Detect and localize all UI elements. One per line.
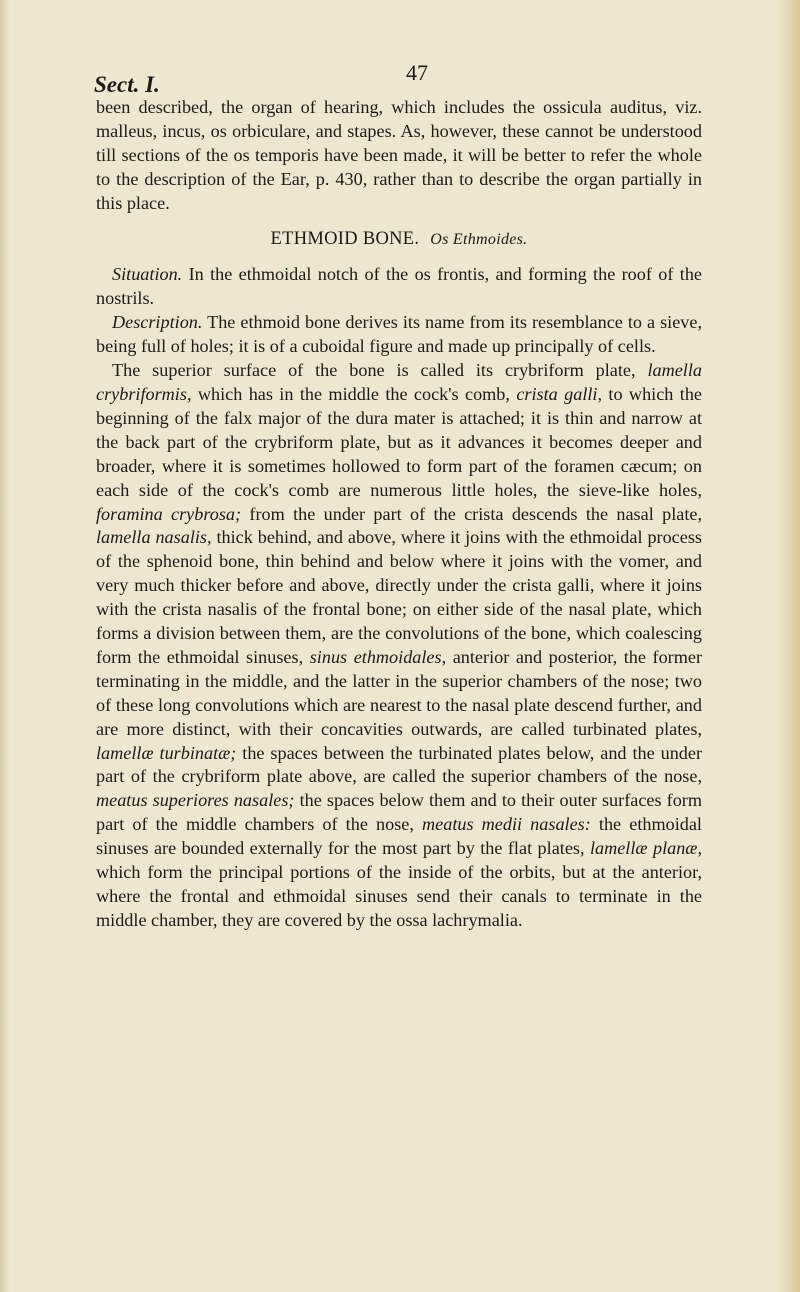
running-header bbox=[94, 60, 714, 100]
situation-label: Situation. bbox=[112, 264, 183, 285]
heading-title: ETHMOID BONE. bbox=[270, 228, 420, 249]
text-run: The superior surface of the bone is called its crybriform plate, bbox=[112, 360, 648, 381]
section-heading bbox=[96, 228, 702, 252]
text-run: which has in the middle the cock's comb, bbox=[191, 383, 517, 404]
latin-term: lamellæ planæ, bbox=[589, 838, 702, 859]
text-run: the ethmoidal sinuses are bounded externally for the most part by the flat plates, bbox=[96, 814, 702, 859]
latin-term: foramina crybrosa; bbox=[96, 503, 242, 524]
situation-paragraph bbox=[96, 263, 702, 311]
text-run: the spaces below them and to their outer surfaces form part of the middle chambers of the nose, bbox=[96, 790, 702, 835]
description-label: Description. bbox=[112, 312, 203, 333]
page-number: 47 bbox=[406, 60, 428, 85]
description-text: The ethmoid bone derives its name from its resemblance to a sieve, being full of holes; it is of a cuboidal figure and made up principally of cells. bbox=[96, 312, 702, 357]
body-text bbox=[96, 96, 702, 933]
latin-term: lamella crybriformis, bbox=[96, 360, 702, 404]
latin-term: sinus ethmoidales, bbox=[309, 646, 447, 667]
text-run: from the under part of the crista descends the nasal plate, bbox=[241, 503, 702, 524]
situation-text: In the ethmoidal notch of the os frontis, and forming the roof of the nostrils. bbox=[96, 264, 702, 309]
text-run: to which the beginning of the falx major of the dura mater is attached; it is thin and narrow at the back part of the crybriform plate, but as it advances it becomes deeper and broader, where it is sometimes hollowed to form part of the foramen cæcum; on each side of the cock's comb are numerous little holes, the sieve-like holes, bbox=[96, 383, 702, 500]
heading-latin: Os Ethmoides. bbox=[430, 230, 528, 248]
text-run: anterior and posterior, the former terminating in the middle, and the latter in the superior chambers of the nose; two of these long convolutions which are nearest to the nasal plate descend further, and are more distinct, with their concavities outwards, are called turbinated plates, bbox=[96, 646, 703, 739]
latin-term: crista galli, bbox=[516, 383, 603, 404]
latin-term: meatus superiores nasales; bbox=[96, 790, 295, 811]
text-run: which form the principal portions of the inside of the orbits, but at the anterior, where the frontal and ethmoidal sinuses send their canals to terminate in the middle chamber, they are covered by the ossa lachrymalia. bbox=[96, 862, 702, 930]
text-run: the spaces between the turbinated plates below, and the under part of the crybriform plate above, are called the superior chambers of the nose, bbox=[96, 742, 703, 787]
description-paragraph bbox=[96, 311, 702, 359]
page-gutter-shadow bbox=[0, 0, 10, 1292]
text-run: thick behind, and above, where it joins with the ethmoidal process of the sphenoid bone, thin behind and below where it joins with the vomer, and very much thicker before and above, directly under the crista galli, where it joins with the crista nasalis of the frontal bone; on either side of the nasal plate, which forms a division between them, are the convolutions of the bone, which coalescing form the ethmoidal sinuses, bbox=[96, 527, 702, 667]
latin-term: meatus medii nasales: bbox=[422, 814, 591, 835]
page-edge bbox=[778, 0, 800, 1292]
latin-term: lamella nasalis, bbox=[96, 527, 212, 548]
superior-surface-paragraph bbox=[96, 359, 702, 933]
section-marker: Sect. I. bbox=[94, 72, 160, 97]
intro-paragraph: been described, the organ of hearing, which includes the ossicula auditus, viz. malleus, incus, os orbiculare, and stapes. As, however, these cannot be understood till sections of the os temporis have been made, it will be better to refer the whole to the description of the Ear, p. 430, rather than to describe the organ partially in this place. bbox=[96, 97, 702, 213]
latin-term: lamellæ turbinatæ; bbox=[96, 742, 237, 763]
